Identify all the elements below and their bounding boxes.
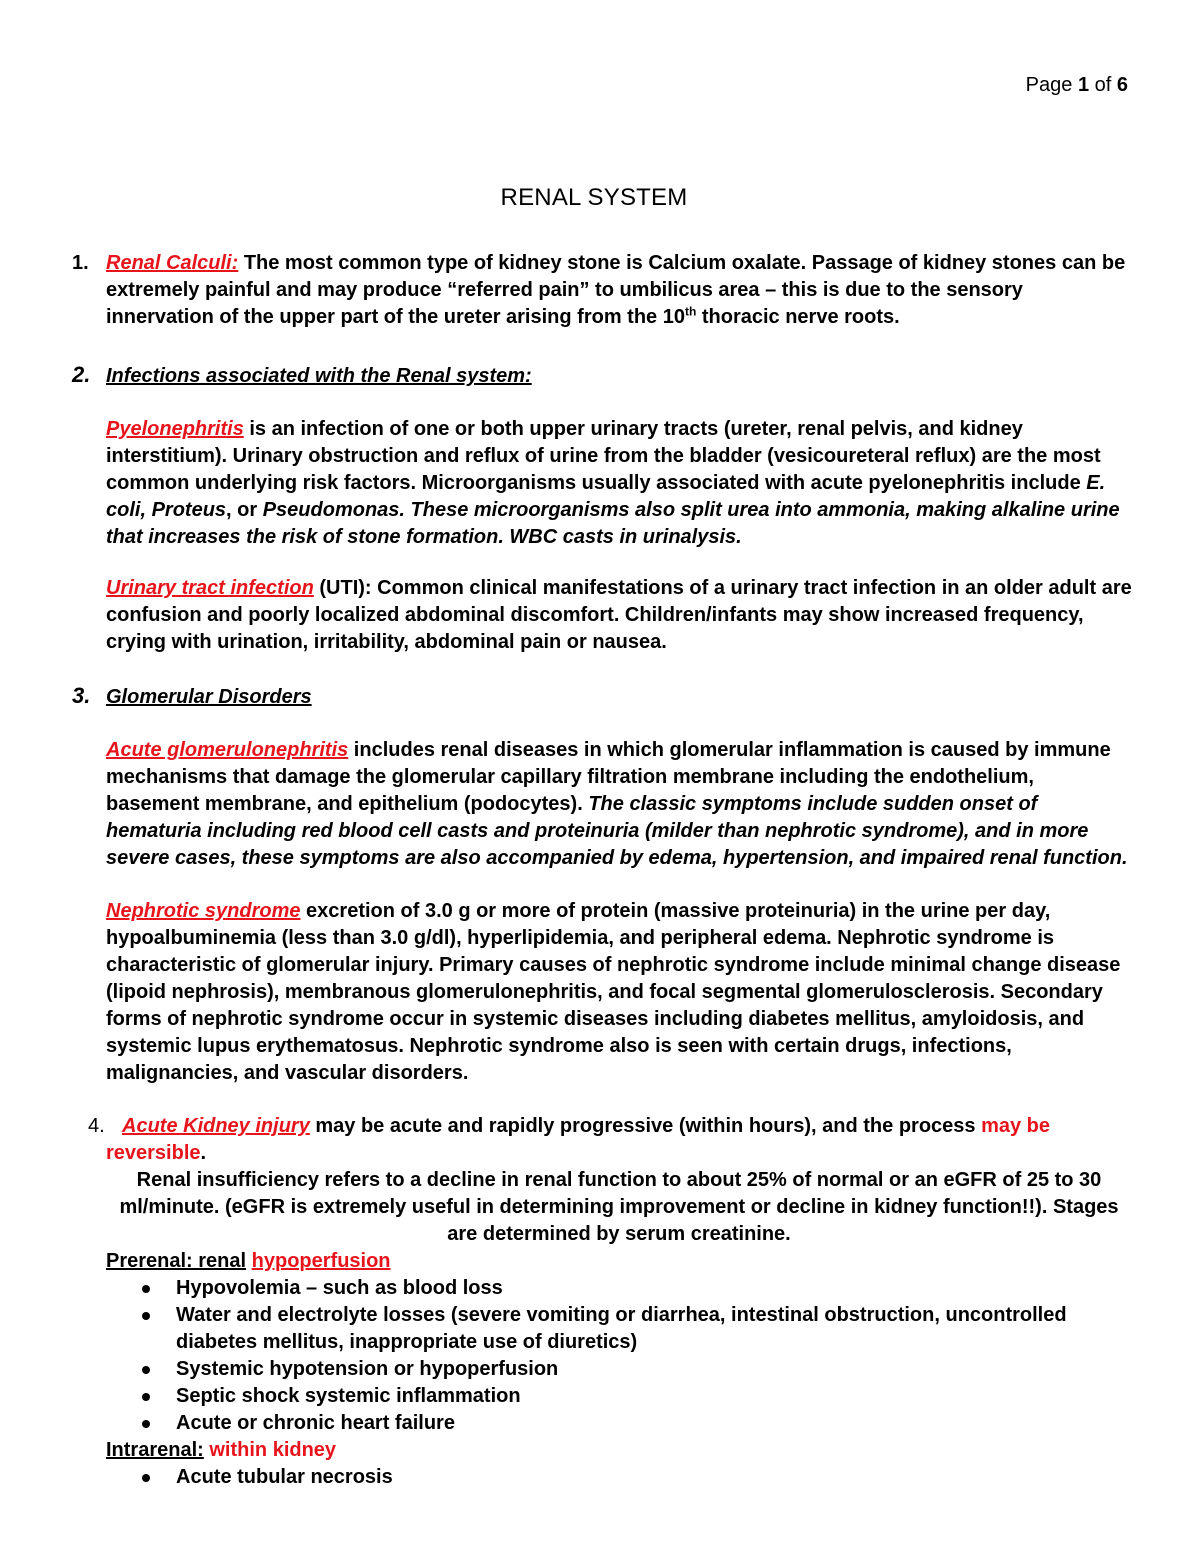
term-acute-kidney-injury: Acute Kidney injury [122, 1115, 310, 1137]
renal-calculi-text: The most common type of kidney stone is Calcium oxalate. Passage of kidney stones can be extremely painful and may produce “referred pain” to umbilicus area – this is due to the sensory innervation of the upper part of the ureter arising from the 10 [106, 252, 1126, 328]
term-pyelonephritis: Pyelonephritis [106, 418, 244, 440]
paragraph-pyelonephritis [72, 416, 1132, 551]
aki-text-end: . [200, 1142, 207, 1164]
heading-glomerular: Glomerular Disorders [106, 686, 312, 708]
list-item: Acute or chronic heart failure [142, 1410, 1132, 1437]
uti-text: (UTI): Common clinical manifestations of a urinary tract infection in an older adult are confusion and poorly localized abdominal discomfort. Children/infants may show increased frequency, crying with urination, irritability, abdominal pain or nausea. [106, 577, 1132, 653]
section-renal-calculi [72, 250, 1132, 331]
list-item: Hypovolemia – such as blood loss [142, 1275, 1132, 1302]
term-acute-glomerulonephritis: Acute glomerulonephritis [106, 739, 349, 761]
agn-italic-text: The classic symptoms include sudden onset of hematuria including red blood cell casts and proteinuria (milder than nephrotic syndrome), and in more severe cases, these symptoms are also accompanied by edema, hypertension, and impaired renal function. [106, 793, 1128, 869]
list-item: Water and electrolyte losses (severe vomiting or diarrhea, intestinal obstruction, uncontrolled diabetes mellitus, inappropriate use of diuretics) [142, 1302, 1132, 1356]
intrarenal-label: Intrarenal: [106, 1439, 204, 1461]
page-header [1026, 74, 1128, 97]
of-word: of [1094, 74, 1112, 96]
heading-infections: Infections associated with the Renal system: [106, 365, 532, 387]
paragraph-nephrotic-syndrome [72, 898, 1132, 1087]
intrarenal-heading [72, 1437, 1132, 1464]
paragraph-acute-glomerulonephritis [72, 737, 1132, 872]
document-body [72, 250, 1132, 1491]
section-glomerular-heading [72, 682, 1132, 711]
pyelonephritis-text: is an infection of one or both upper urinary tracts (ureter, renal pelvis, and kidney interstitium). Urinary obstruction and reflux of urine from the bladder (vesicoureteral reflux) are the most common underlying risk factors. Microorganisms usually associated with acute pyelonephritis include [106, 418, 1101, 494]
superscript-th: th [684, 304, 697, 319]
section-number: 4. [88, 1115, 105, 1137]
ns-text: excretion of 3.0 g or more of protein (massive proteinuria) in the urine per day, hypoalbuminemia (less than 3.0 g/dl), hyperlipidemia, and peripheral edema. Nephrotic syndrome is characteristic of glomerular injury. Primary causes of nephrotic syndrome include minimal change disease (lipoid nephrosis), membranous glomerulonephritis, and focal segmental glomerulosclerosis. Secondary forms of nephrotic syndrome occur in systemic diseases including diabetes mellitus, amyloidosis, and systemic lupus erythematosus. Nephrotic syndrome also is seen with certain drugs, infections, malignancies, and vascular disorders. [106, 900, 1121, 1084]
prerenal-list [72, 1275, 1132, 1437]
section-number: 3. [72, 683, 91, 708]
list-item: Septic shock systemic inflammation [142, 1383, 1132, 1410]
prerenal-red-label: hypoperfusion [251, 1250, 391, 1272]
renal-calculi-text-end: thoracic nerve roots. [696, 306, 900, 328]
section-aki [72, 1113, 1132, 1167]
paragraph-uti [72, 575, 1132, 656]
page-title: RENAL SYSTEM [500, 184, 688, 211]
term-uti: Urinary tract infection [106, 577, 314, 599]
intrarenal-list [72, 1464, 1132, 1491]
list-item: Systemic hypotension or hypoperfusion [142, 1356, 1132, 1383]
page-word: Page [1025, 74, 1073, 96]
term-nephrotic-syndrome: Nephrotic syndrome [106, 900, 301, 922]
aki-renal-insufficiency: Renal insufficiency refers to a decline in renal function to about 25% of normal or an eGFR of 25 to 30 ml/minute. (eGFR is extremely useful in determining improvement or decline in kidney function!!). Stages are determined by serum creatinine. [119, 1169, 1119, 1245]
term-renal-calculi: Renal Calculi: [106, 252, 239, 274]
section-number: 2. [72, 362, 91, 387]
organism-names: E. coli, Proteus [106, 472, 1106, 521]
pyelonephritis-italic-text: . These microorganisms also split urea into ammonia, making alkaline urine that increases the risk of stone formation. WBC casts in urinalysis. [106, 499, 1120, 548]
section-number: 1. [72, 252, 89, 274]
agn-text: includes renal diseases in which glomerular inflammation is caused by immune mechanisms that damage the glomerular capillary filtration membrane including the endothelium, basement membrane, and epithelium (podocytes). [106, 739, 1111, 815]
page-number: 1 [1077, 74, 1090, 96]
aki-reversible: may be reversible [106, 1115, 1051, 1164]
intrarenal-red-label: within kidney [209, 1439, 337, 1461]
pyelonephritis-text-or: , or [226, 499, 263, 521]
prerenal-label: Prerenal: renal [106, 1250, 247, 1272]
prerenal-heading [72, 1248, 1132, 1275]
organism-pseudomonas: Pseudomonas [262, 499, 400, 521]
page-total: 6 [1116, 74, 1128, 96]
list-item: Acute tubular necrosis [142, 1464, 1132, 1491]
aki-text: may be acute and rapidly progressive (within hours), and the process [309, 1115, 982, 1137]
section-infections-heading [72, 361, 1132, 390]
